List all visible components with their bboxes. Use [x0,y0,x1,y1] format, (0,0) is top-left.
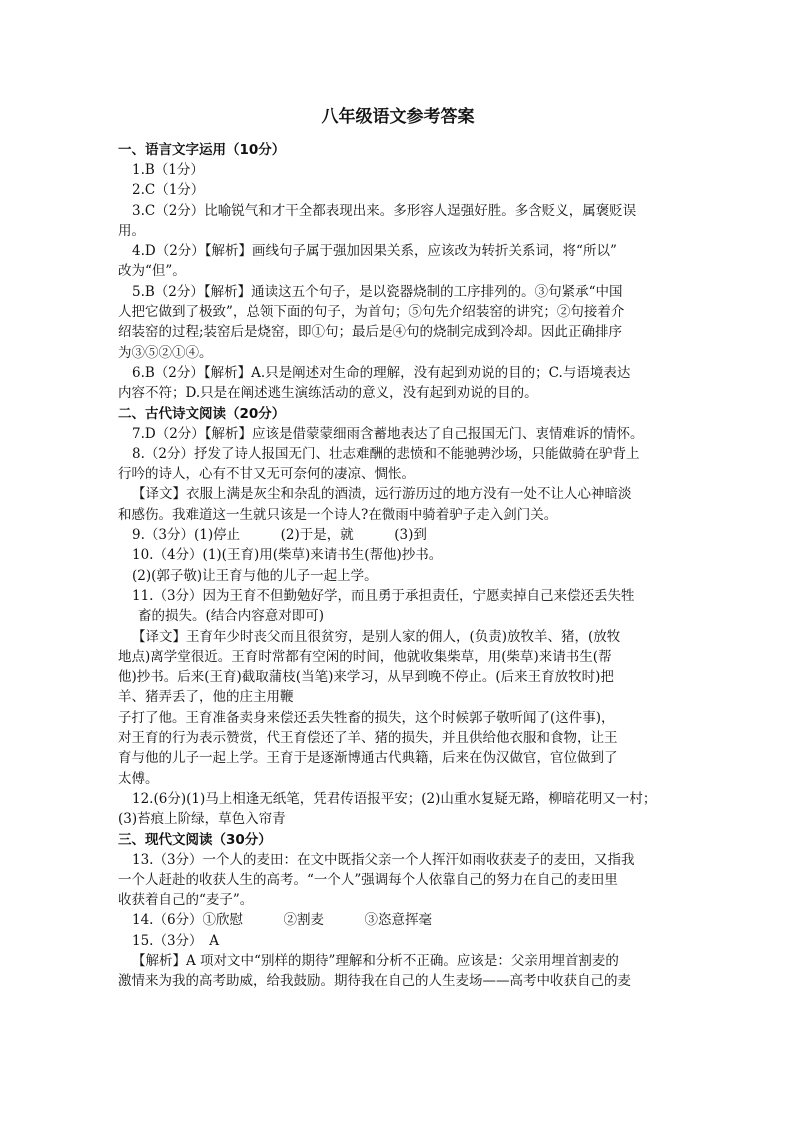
text-line: 改为“但”。 [118,263,186,280]
text-line: 11.（3分）因为王育不但勤勉好学，而且勇于承担责任，宁愿卖掉自己来偿还丢失牲 [132,587,635,604]
text-line: 激情来为我的高考助威，给我鼓励。期待我在自己的人生麦场——高考中收获自己的麦 [118,973,631,990]
text-line: 7.D（2分）【解析】应该是借蒙蒙细雨含蓄地表达了自己报国无门、衷情难诉的情怀。 [132,425,644,442]
text-line: 1.B（1分） [132,162,204,178]
text-line: 6.B（2分）【解析】A.只是阐述对生命的理解，没有起到劝说的目的；C.与语境表达 [132,364,631,381]
text-line: (2)(郭子敬)让王育与他的儿子一起上学。 [132,567,378,584]
text-line: 9.（3分）(1)停止 (2)于是，就 (3)到 [132,527,427,544]
section-heading: 一、语言文字运用（10分） [118,142,286,158]
page-title: 八年级语文参考答案 [321,107,475,127]
text-line: 4.D（2分）【解析】画线句子属于强加因果关系，应该改为转折关系词，将“所以” [132,243,617,260]
text-line: 3.C（2分）比喻锐气和才干全都表现出来。多形容人逞强好胜。多含贬义，属褒贬误 [132,202,637,219]
section-heading: 二、古代诗文阅读（20分） [118,405,286,422]
text-line: (3)苔痕上阶绿，草色入帘青 [118,811,286,828]
text-line: 12.(6分)(1)马上相逢无纸笔，凭君传语报平安；(2)山重水复疑无路，柳暗花明又一村； [132,790,657,807]
text-line: 【译文】衣服上满是灰尘和杂乱的酒渍，远行游历过的地方没有一处不让人心神暗淡 [132,486,632,503]
text-line: 2.C（1分） [132,182,205,199]
text-line: 10.（4分）(1)(王育)用(柴草)来请书生(帮他)抄书。 [132,547,443,564]
section-heading: 三、现代文阅读（30分） [118,831,272,848]
text-line: 5.B（2分）【解析】通读这五个句子，是以瓷器烧制的工序排列的。③句紧承“中国 [132,283,623,300]
text-line: 一个人赶赴的收获人生的高考。“一个人”强调每个人依靠自己的努力在自己的麦田里 [118,871,618,888]
text-line: 太傅。 [118,770,159,787]
text-line: 用。 [118,222,145,239]
answer-document [118,104,678,992]
text-line: 地点)离学堂很近。王育时常都有空闲的时间，他就收集柴草，用(柴草)来请书生(帮 [118,648,612,665]
document-body [118,140,678,992]
text-line: 育与他的儿子一起上学。王育于是逐渐博通古代典籍，后来在伪汉做官，官位做到了 [118,750,618,767]
text-line: 畜的损失。(结合内容意对即可) [138,608,325,625]
text-line: 对王育的行为表示赞赏，代王育偿还了羊、猪的损失，并且供给他衣服和食物，让王 [118,730,618,747]
text-line: 人把它做到了极致”，总领下面的句子，为首句；⑤句先介绍装窑的讲究；②句接着介 [118,304,625,321]
text-line: 为③⑤②①④。 [118,344,213,361]
text-line: 行吟的诗人，心有不甘又无可奈何的凄凉、惆怅。 [118,466,415,483]
text-line: 子打了他。王育准备卖身来偿还丢失牲畜的损失，这个时候郭子敬听闻了(这件事)， [118,709,615,726]
text-line: 8.（2分）抒发了诗人报国无门、壮志难酬的悲愤和不能驰骋沙场，只能做骑在驴背上 [132,445,640,462]
text-line: 【解析】A 项对文中“别样的期待”理解和分析不正确。应该是：父亲用埋首割麦的 [132,952,619,969]
text-line: 他)抄书。后来(王育)截取蒲枝(当笔)来学习，从早到晚不停止。(后来王育放牧时)把 [118,669,614,686]
text-line: 13.（3分）一个人的麦田：在文中既指父亲一个人挥汗如雨收获麦子的麦田，又指我 [132,851,635,868]
text-line: 收获着自己的“麦子”。 [118,892,254,909]
text-line: 14.（6分）①欣慰 ②割麦 ③恣意挥毫 [132,912,433,929]
text-line: 15.（3分） A [132,932,220,949]
text-line: 和感伤。我难道这一生就只该是一个诗人?在微雨中骑着驴子走入剑门关。 [118,506,558,523]
text-line: 【译文】王育年少时丧父而且很贫穷，是别人家的佣人，(负责)放牧羊、猪，(放牧 [132,628,621,645]
text-line: 绍装窑的过程;装窑后是烧窑，即①句；最后是④句的烧制完成到冷却。因此正确排序 [118,324,623,341]
text-line: 内容不符；D.只是在阐述逃生演练活动的意义，没有起到劝说的目的。 [118,385,538,402]
text-line: 羊、猪弄丢了，他的庄主用鞭 [118,689,294,706]
